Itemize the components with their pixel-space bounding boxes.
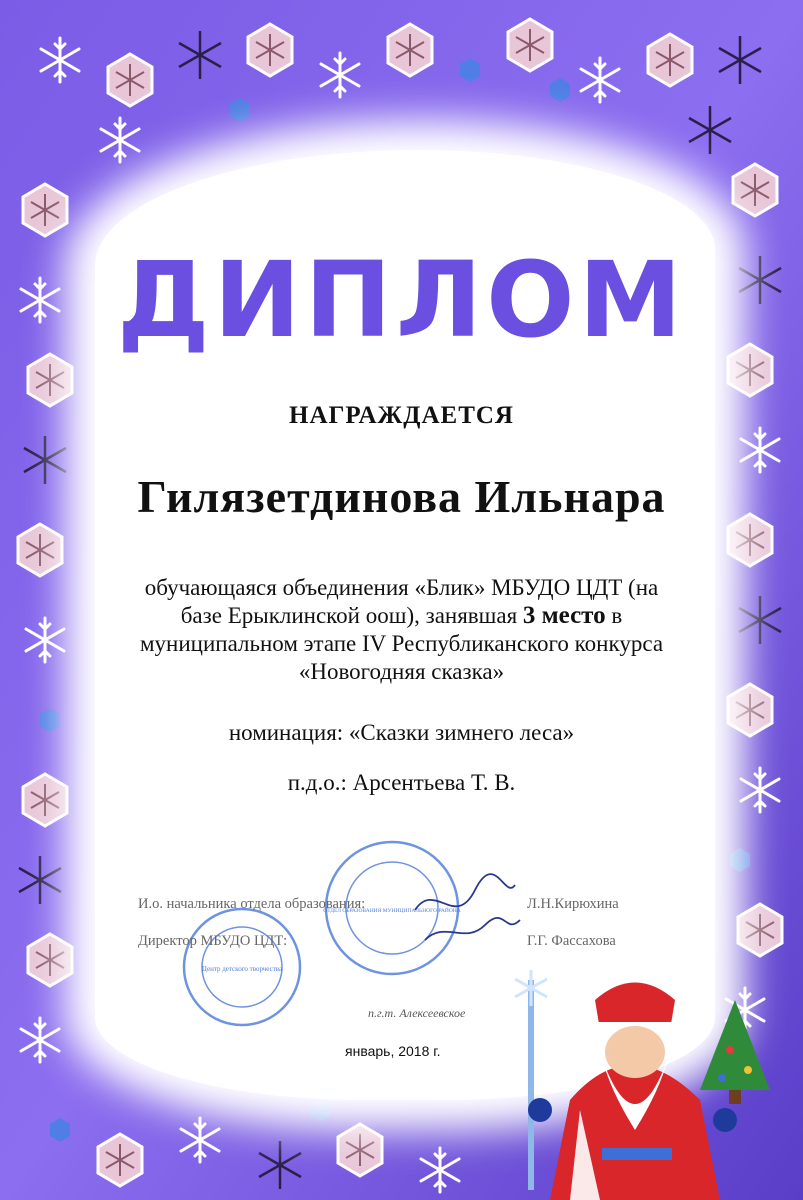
- nomination: номинация: «Сказки зимнего леса»: [228, 720, 575, 745]
- description-line-3: муниципальном этапе IV Республиканского конкурса: [139, 631, 664, 656]
- christmas-tree-icon: [700, 1000, 770, 1104]
- staff-snowflake-icon: [515, 970, 547, 1006]
- signature-1-role: И.о. начальника отдела образования:: [138, 896, 366, 912]
- stamp-left: [180, 905, 305, 1030]
- teacher: п.д.о.: Арсентьева Т. В.: [287, 770, 516, 795]
- description-line-1: обучающаяся объединения «Блик» МБУДО ЦДТ (на: [144, 575, 659, 600]
- signature-2-role: Директор МБУДО ЦДТ:: [138, 933, 288, 949]
- place: п.г.т. Алексеевское: [368, 1006, 466, 1020]
- award-description: [120, 574, 683, 686]
- signature-2-name: Г.Г. Фассахова: [527, 933, 616, 949]
- description-line-4: «Новогодняя сказка»: [298, 659, 505, 684]
- place-awarded: 3 место: [522, 602, 606, 629]
- stamp-right-text: ОТДЕЛ ОБРАЗОВАНИЯ МУНИЦИПАЛЬНОГО РАЙОНА: [323, 908, 461, 914]
- description-line-2: базе Ерыклинской оош), занявшая 3 место в: [180, 602, 623, 629]
- recipient-name: Гилязетдинова Ильнара: [137, 471, 666, 522]
- diploma-title: ДИПЛОМ: [117, 239, 686, 361]
- issue-date: январь, 2018 г.: [345, 1043, 441, 1059]
- ded-moroz-illustration: [510, 970, 790, 1200]
- signature-1-name: Л.Н.Кирюхина: [527, 896, 619, 912]
- awarded-heading: НАГРАЖДАЕТСЯ: [289, 402, 514, 429]
- signature-strokes: [405, 870, 525, 950]
- stamp-left-text: Центр детского творчества: [201, 965, 283, 973]
